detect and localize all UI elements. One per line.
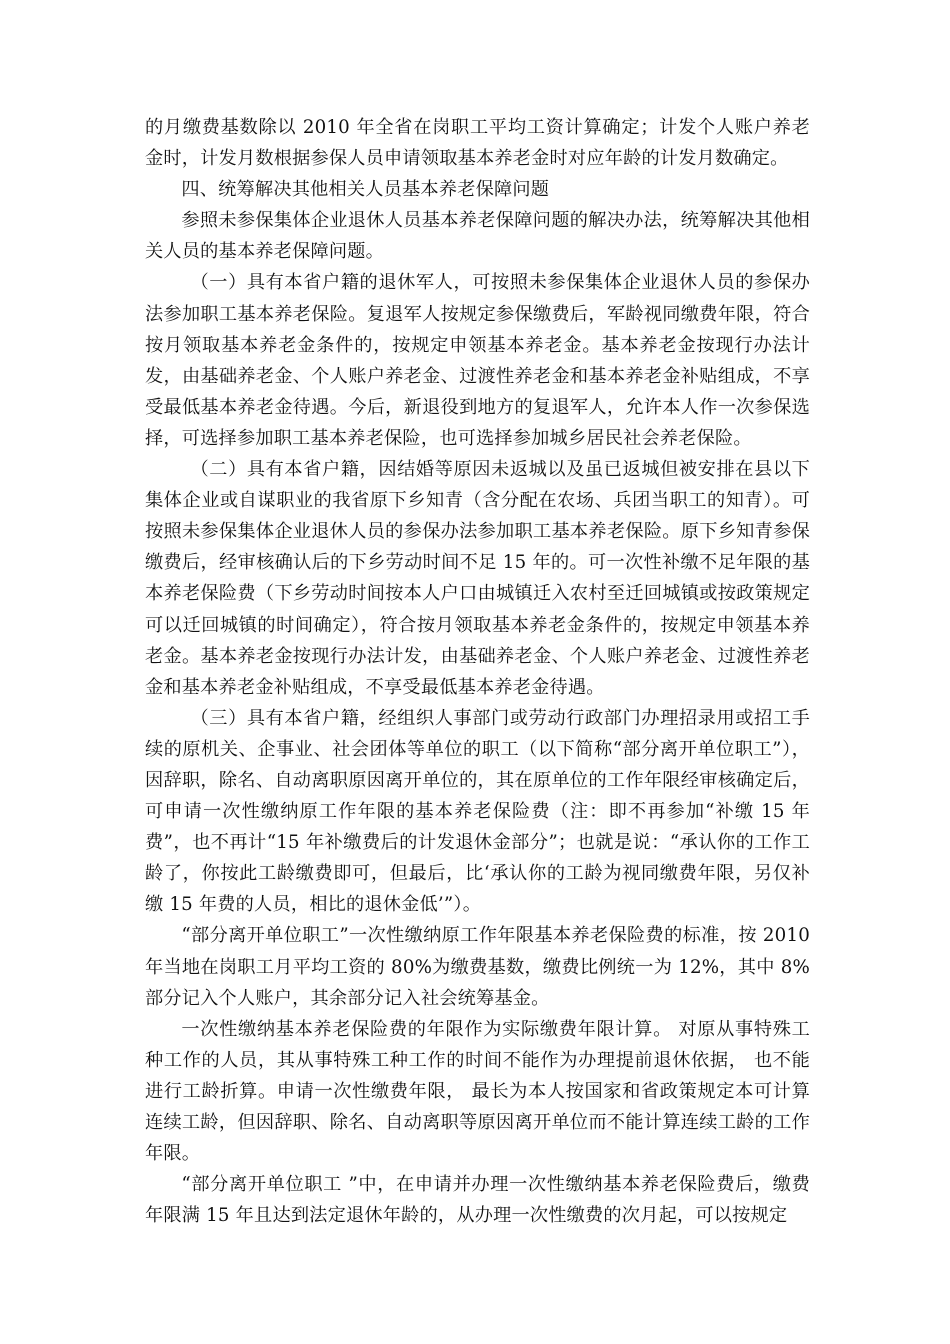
paragraph-payment-standard: “部分离开单位职工”一次性缴纳原工作年限基本养老保险费的标准，按 2010 年当地在岗职工月平均工资的 80%为缴费基数，缴费比例统一为 12%，其中 8%部分记入个人账户，其余部分记入社会统筹基金。 <box>145 925 810 1009</box>
paragraph-item-two: （二）具有本省户籍，因结婚等原因未返城以及虽已返城但被安排在县以下集体企业或自谋职业的我省原下乡知青（含分配在农场、兵团当职工的知青）。可按照未参保集体企业退休人员的参保办法参加职工基本养老保险。原下乡知青参保缴费后，经审核确认后的下乡劳动时间不足 15 年的。可一次性补缴不足年限的基本养老保险费（下乡劳动时间按本人户口由城镇迁入农村至迁回城镇或按政策规定可以迁回城镇的时间确定），符合按月领取基本养老金条件的，按规定申领基本养老金。基本养老金按现行办法计发，由基础养老金、个人账户养老金、过渡性养老金和基本养老金补贴组成，不享受最低基本养老金待遇。 <box>145 459 810 698</box>
paragraph-item-three: （三）具有本省户籍，经组织人事部门或劳动行政部门办理招录用或招工手续的原机关、企事业、社会团体等单位的职工（以下简称“部分离开单位职工”），因辞职，除名、自动离职原因离开单位的，其在原单位的工作年限经审核确定后，可申请一次性缴纳原工作年限的基本养老保险费（注：即不再参加“补缴 15 年费”，也不再计“15 年补缴费后的计发退休金部分”；也就是说：“承认你的工作工龄了，你按此工龄缴费即可，但最后，比‘承认你的工龄为视同缴费年限，另仅补缴 15 年费的人员，相比的退休金低’”）。 <box>145 707 810 916</box>
paragraph-item-one: （一）具有本省户籍的退休军人，可按照未参保集体企业退休人员的参保办法参加职工基本养老保险。复退军人按规定参保缴费后，军龄视同缴费年限，符合按月领取基本养老金条件的，按规定申领基本养老金。基本养老金按现行办法计发，由基础养老金、个人账户养老金、过渡性养老金和基本养老金补贴组成，不享受最低基本养老金待遇。今后，新退役到地方的复退军人，允许本人作一次参保选择，可选择参加职工基本养老保险，也可选择参加城乡居民社会养老保险。 <box>145 272 810 449</box>
paragraph-continuation: 的月缴费基数除以 2010 年全省在岗职工平均工资计算确定；计发个人账户养老金时，计发月数根据参保人员申请领取基本养老金时对应年龄的计发月数确定。 <box>145 117 810 170</box>
paragraph-intro: 参照未参保集体企业退休人员基本养老保障问题的解决办法，统筹解决其他相关人员的基本养老保障问题。 <box>145 210 810 263</box>
document-body <box>145 112 810 1231</box>
paragraph-retirement: “部分离开单位职工 ”中，在申请并办理一次性缴纳基本养老保险费后，缴费年限满 15 年且达到法定退休年龄的，从办理一次性缴费的次月起，可以按规定 <box>145 1174 810 1227</box>
paragraph-payment-years: 一次性缴纳基本养老保险费的年限作为实际缴费年限计算。 对原从事特殊工种工作的人员，其从事特殊工种工作的时间不能作为办理提前退休依据， 也不能进行工龄折算。申请一次性缴费年限， 最长为本人按国家和省政策规定本可计算连续工龄，但因辞职、除名、自动离职等原因离开单位而不能计算连续工龄的工作年限。 <box>145 1018 810 1165</box>
section-heading-four: 四、统筹解决其他相关人员基本养老保障问题 <box>181 179 550 201</box>
